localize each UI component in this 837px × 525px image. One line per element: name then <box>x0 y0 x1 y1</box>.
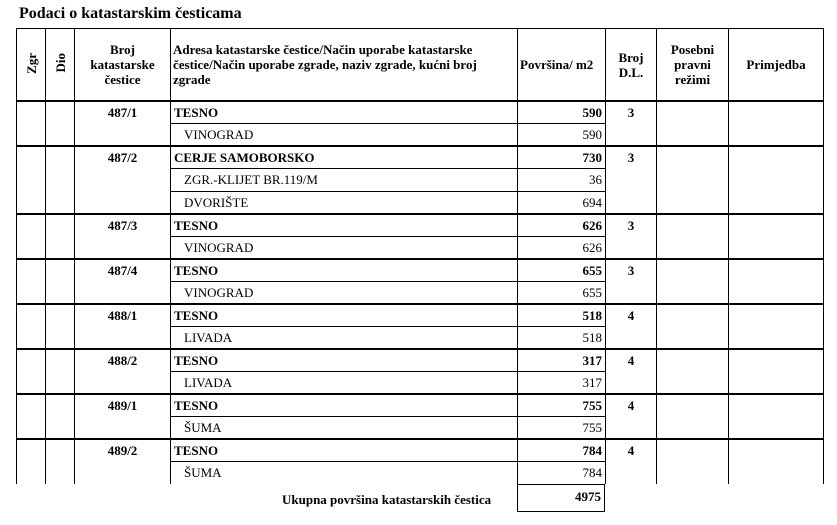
cell-zgr <box>17 439 46 484</box>
cell-adresa: TESNO <box>171 394 518 417</box>
header-primjedba: Primjedba <box>729 29 824 102</box>
cell-posebni <box>657 394 729 439</box>
cell-adresa: TESNO <box>171 214 518 237</box>
cell-posebni <box>657 439 729 484</box>
cell-use-area: 317 <box>518 371 606 394</box>
cell-use-area: 518 <box>518 326 606 349</box>
cell-dio <box>46 394 75 439</box>
cell-use: LIVADA <box>171 371 518 394</box>
cell-broj: 487/3 <box>75 214 171 259</box>
cell-zgr <box>17 214 46 259</box>
cell-adresa: CERJE SAMOBORSKO <box>171 146 518 169</box>
cell-use: VINOGRAD <box>171 236 518 259</box>
table-row <box>17 101 824 124</box>
cell-use: VINOGRAD <box>171 281 518 304</box>
table-row <box>17 439 824 462</box>
cell-broj-dl: 3 <box>606 259 657 304</box>
cell-zgr <box>17 304 46 349</box>
cell-use: LIVADA <box>171 326 518 349</box>
header-zgr: Zgr <box>17 29 46 102</box>
cell-primjedba <box>729 259 824 304</box>
total-label: Ukupna površina katastarskih čestica <box>282 492 492 507</box>
cell-posebni <box>657 349 729 394</box>
cell-dio <box>46 349 75 394</box>
cell-broj: 487/2 <box>75 146 171 214</box>
cell-use-area: 784 <box>518 461 606 484</box>
cell-use: ZGR.-KLIJET BR.119/M <box>171 169 518 192</box>
cell-broj-dl: 3 <box>606 146 657 214</box>
cell-primjedba <box>729 349 824 394</box>
cell-dio <box>46 439 75 484</box>
cell-broj: 488/1 <box>75 304 171 349</box>
header-povrsina: Površina/ m2 <box>518 29 606 102</box>
total-value: 4975 <box>517 484 605 512</box>
cell-use: ŠUMA <box>171 416 518 439</box>
cell-dio <box>46 259 75 304</box>
header-posebni: Posebni pravni režimi <box>657 29 729 102</box>
table-row <box>17 214 824 237</box>
cell-broj-dl: 4 <box>606 439 657 484</box>
cell-broj-dl: 4 <box>606 394 657 439</box>
cell-povrsina: 590 <box>518 101 606 124</box>
cell-posebni <box>657 304 729 349</box>
header-adresa: Adresa katastarske čestice/Način uporabe katastarske čestice/Način uporabe zgrade, naziv zgrade, kućni broj zgrade <box>171 29 518 102</box>
cell-povrsina: 317 <box>518 349 606 372</box>
cell-zgr <box>17 101 46 146</box>
cell-primjedba <box>729 214 824 259</box>
cell-povrsina: 518 <box>518 304 606 327</box>
cell-zgr <box>17 259 46 304</box>
cell-dio <box>46 101 75 146</box>
cell-adresa: TESNO <box>171 101 518 124</box>
parcels-body <box>17 101 824 484</box>
cell-use: VINOGRAD <box>171 124 518 147</box>
cell-primjedba <box>729 394 824 439</box>
cell-broj: 489/1 <box>75 394 171 439</box>
cell-primjedba <box>729 101 824 146</box>
cell-dio <box>46 214 75 259</box>
page-title: Podaci o katastarskim česticama <box>19 5 242 22</box>
cell-primjedba <box>729 146 824 214</box>
cell-use-area: 655 <box>518 281 606 304</box>
cell-use: ŠUMA <box>171 461 518 484</box>
cell-broj: 489/2 <box>75 439 171 484</box>
cell-zgr <box>17 349 46 394</box>
cell-posebni <box>657 259 729 304</box>
cell-povrsina: 755 <box>518 394 606 417</box>
table-row <box>17 349 824 372</box>
cell-broj: 487/4 <box>75 259 171 304</box>
cell-use-area: 694 <box>518 191 606 214</box>
table-row <box>17 304 824 327</box>
cell-zgr <box>17 394 46 439</box>
cell-dio <box>46 304 75 349</box>
cell-broj-dl: 3 <box>606 214 657 259</box>
parcels-table <box>16 28 824 484</box>
cell-posebni <box>657 214 729 259</box>
cell-povrsina: 626 <box>518 214 606 237</box>
table-row <box>17 146 824 169</box>
cell-broj-dl: 4 <box>606 349 657 394</box>
cell-posebni <box>657 146 729 214</box>
cell-povrsina: 784 <box>518 439 606 462</box>
cell-use-area: 590 <box>518 124 606 147</box>
cell-broj-dl: 4 <box>606 304 657 349</box>
cell-adresa: TESNO <box>171 439 518 462</box>
cell-primjedba <box>729 439 824 484</box>
cell-dio <box>46 146 75 214</box>
cell-adresa: TESNO <box>171 349 518 372</box>
cell-use-area: 36 <box>518 169 606 192</box>
table-row <box>17 259 824 282</box>
cell-primjedba <box>729 304 824 349</box>
cell-use: DVORIŠTE <box>171 191 518 214</box>
cell-povrsina: 655 <box>518 259 606 282</box>
cell-broj: 487/1 <box>75 101 171 146</box>
cell-use-area: 626 <box>518 236 606 259</box>
cell-zgr <box>17 146 46 214</box>
cell-posebni <box>657 101 729 146</box>
header-broj: Broj katastarske čestice <box>75 29 171 102</box>
cell-adresa: TESNO <box>171 259 518 282</box>
cell-povrsina: 730 <box>518 146 606 169</box>
cell-adresa: TESNO <box>171 304 518 327</box>
cell-use-area: 755 <box>518 416 606 439</box>
cell-broj-dl: 3 <box>606 101 657 146</box>
header-broj-dl: Broj D.L. <box>606 29 657 102</box>
cell-broj: 488/2 <box>75 349 171 394</box>
table-row <box>17 394 824 417</box>
header-dio: Dio <box>46 29 75 102</box>
